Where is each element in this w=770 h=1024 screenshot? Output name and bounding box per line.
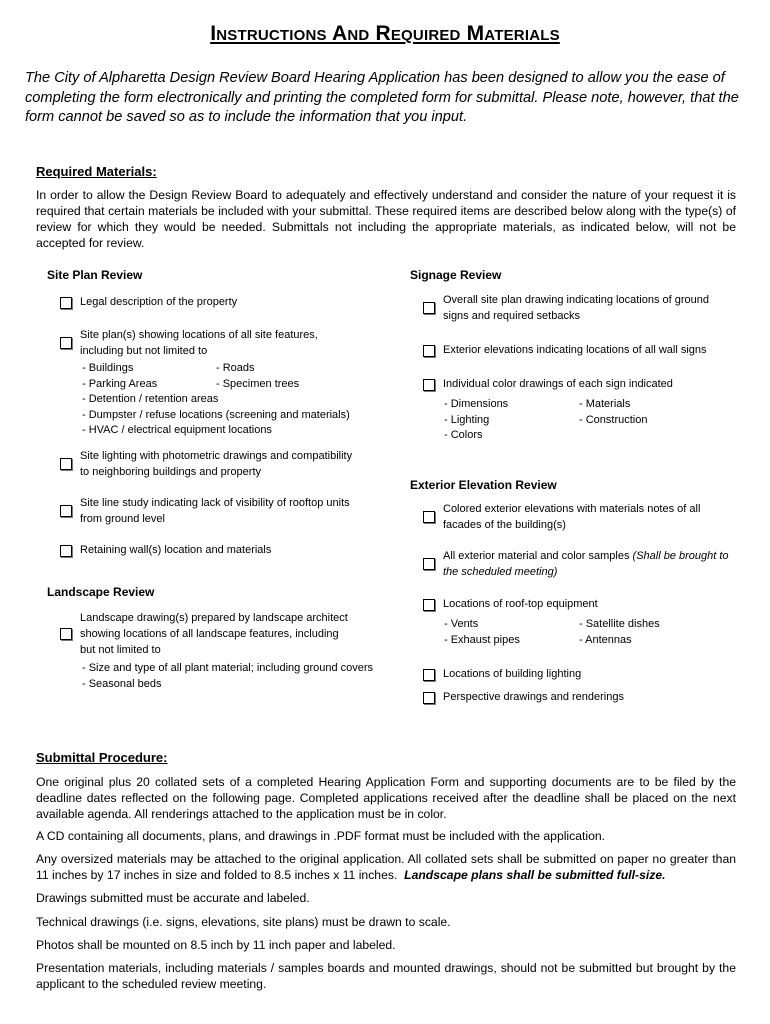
site-plans-label: Site plan(s) showing locations of all site features, including but not limited to — [80, 329, 318, 357]
sub-item: - Materials — [579, 398, 631, 410]
material-samples-checkbox[interactable] — [423, 558, 435, 570]
sub-item: - Detention / retention areas — [82, 393, 219, 405]
legal-description-label: Legal description of the property — [80, 296, 238, 308]
intro-paragraph: The City of Alpharetta Design Review Board Hearing Application has been designed to allow you the ease of completing the form electronically and printing the completed form for submittal. Please note, however, that the form cannot be saved so as to include the information that you input. — [25, 70, 739, 125]
sub-item: - Buildings — [82, 362, 134, 374]
exterior-elevations-signs-label: Exterior elevations indicating locations of all wall signs — [443, 344, 707, 356]
submittal-paragraph-3-text: Any oversized materials may be attached to the original application. All collated sets shall be submitted on paper no greater than 11 inches by 17 inches in size and folded to 8.5 inches x 11 inches. — [36, 852, 736, 882]
perspective-drawings-label: Perspective drawings and renderings — [443, 691, 624, 703]
site-plan-review-heading: Site Plan Review — [47, 268, 143, 282]
rooftop-equipment-label: Locations of roof-top equipment — [443, 598, 598, 610]
exterior-elevations-signs-checkbox[interactable] — [423, 345, 435, 357]
submittal-paragraph-2: A CD containing all documents, plans, and drawings in .PDF format must be included with the application. — [36, 829, 606, 843]
landscape-drawing-checkbox[interactable] — [60, 628, 72, 640]
landscape-review-heading: Landscape Review — [47, 585, 155, 599]
sub-item: - Dumpster / refuse locations (screening and materials) — [82, 408, 350, 421]
submittal-paragraph-3 — [36, 851, 736, 883]
sub-item: - HVAC / electrical equipment locations — [82, 424, 272, 436]
sub-item: - Lighting — [444, 413, 490, 426]
site-lighting-checkbox[interactable] — [60, 458, 72, 470]
landscape-subs — [82, 661, 382, 692]
sub-item: - Size and type of all plant material; including ground covers — [82, 662, 374, 674]
required-materials-heading: Required Materials: — [36, 164, 157, 179]
legal-description-checkbox[interactable] — [60, 297, 72, 309]
exterior-elevation-review-heading: Exterior Elevation Review — [410, 478, 557, 492]
sub-item: - Construction — [579, 413, 648, 426]
site-plans-checkbox[interactable] — [60, 337, 72, 349]
sub-item: - Specimen trees — [216, 377, 300, 390]
site-line-study-checkbox[interactable] — [60, 505, 72, 517]
signage-subs-b — [579, 397, 719, 428]
material-samples-note: (Shall be brought to the scheduled meeting) — [443, 550, 729, 578]
site-plans-subs-c — [82, 392, 382, 439]
landscape-drawing-label: Landscape drawing(s) prepared by landscape architect showing locations of all landscape features, including but not limited to — [80, 612, 348, 656]
color-drawings-checkbox[interactable] — [423, 379, 435, 391]
overall-site-plan-checkbox[interactable] — [423, 302, 435, 314]
colored-elevations-label: Colored exterior elevations with materials notes of all facades of the building(s) — [443, 503, 701, 531]
sub-item: - Exhaust pipes — [444, 633, 520, 646]
page-title: Instructions And Required Materials — [210, 22, 560, 45]
site-lighting-label: Site lighting with photometric drawings and compatibility to neighboring buildings and property — [80, 450, 353, 478]
submittal-paragraph-7: Presentation materials, including materials / samples boards and mounted drawings, should not be submitted but brought by the applicant to the scheduled review meeting. — [36, 961, 736, 991]
retaining-wall-label: Retaining wall(s) location and materials — [80, 544, 272, 556]
building-lighting-label: Locations of building lighting — [443, 668, 582, 680]
submittal-paragraph-5: Technical drawings (i.e. signs, elevations, site plans) must be drawn to scale. — [36, 915, 451, 929]
sub-item: - Roads — [216, 362, 255, 374]
material-samples-label — [443, 548, 738, 580]
sub-item: - Dimensions — [444, 398, 509, 410]
signage-subs-a — [444, 397, 584, 444]
rooftop-equipment-checkbox[interactable] — [423, 599, 435, 611]
submittal-paragraph-4: Drawings submitted must be accurate and labeled. — [36, 891, 310, 905]
required-materials-text: In order to allow the Design Review Board to adequately and effectively understand and consider the nature of your request it is required that certain materials be included with your submittal. These required items are described below along with the type(s) of review for which they would be needed. Submittals not including the appropriate materials, as indicated below, will not be accepted for review. — [36, 188, 736, 250]
color-drawings-label: Individual color drawings of each sign indicated — [443, 378, 673, 390]
colored-elevations-checkbox[interactable] — [423, 511, 435, 523]
sub-item: - Satellite dishes — [579, 618, 660, 630]
overall-site-plan-label: Overall site plan drawing indicating locations of ground signs and required setbacks — [443, 294, 709, 322]
perspective-drawings-checkbox[interactable] — [423, 692, 435, 704]
submittal-procedure-heading: Submittal Procedure: — [36, 750, 168, 765]
material-samples-text: All exterior material and color samples — [443, 550, 630, 562]
retaining-wall-checkbox[interactable] — [60, 545, 72, 557]
sub-item: - Antennas — [579, 633, 632, 646]
sub-item: - Seasonal beds — [82, 677, 162, 690]
sub-item: - Vents — [444, 618, 479, 630]
submittal-paragraph-1: One original plus 20 collated sets of a completed Hearing Application Form and supporting documents are to be filed by the deadline dates reflected on the following page. Completed applications received after the deadline shall be placed on the next available agenda. All renderings attached to the application must be in color. — [36, 775, 736, 821]
signage-review-heading: Signage Review — [410, 268, 502, 282]
landscape-full-size-note: Landscape plans shall be submitted full-size. — [404, 868, 666, 882]
rooftop-subs-a — [444, 617, 584, 648]
site-line-study-label: Site line study indicating lack of visibility of rooftop units from ground level — [80, 497, 350, 525]
building-lighting-checkbox[interactable] — [423, 669, 435, 681]
sub-item: - Parking Areas — [82, 377, 158, 390]
submittal-paragraph-6: Photos shall be mounted on 8.5 inch by 11 inch paper and labeled. — [36, 938, 396, 952]
site-plans-subs-b — [216, 361, 356, 392]
rooftop-subs-b — [579, 617, 719, 648]
site-plans-subs-a — [82, 361, 222, 392]
sub-item: - Colors — [444, 429, 483, 441]
